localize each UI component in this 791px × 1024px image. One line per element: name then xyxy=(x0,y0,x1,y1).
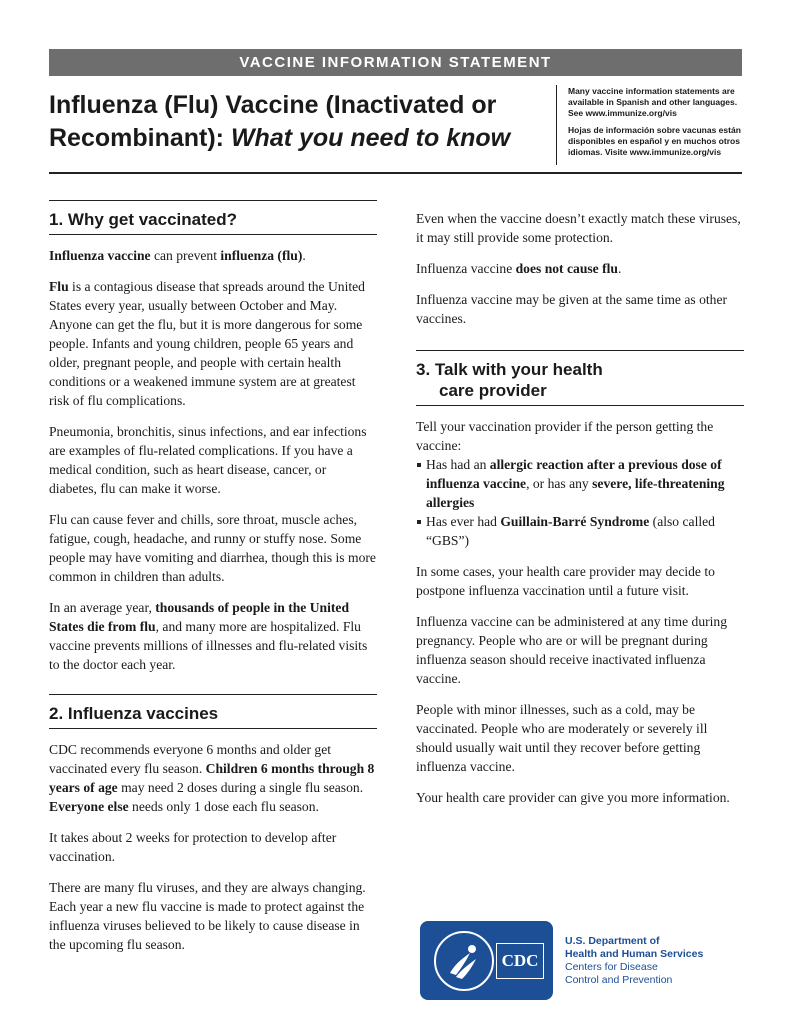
section2-paragraph: Influenza vaccine may be given at the same time as other vaccines. xyxy=(416,292,728,326)
header-divider xyxy=(556,85,557,165)
page-title xyxy=(49,89,549,155)
section2-paragraph: It takes about 2 weeks for protection to develop after vaccination. xyxy=(49,830,337,864)
left-column xyxy=(49,200,377,966)
section3-paragraph: People with minor illnesses, such as a cold, may be vaccinated. People who are moderately or severely ill should usually wait until they recover before getting influenza vaccine. xyxy=(416,702,708,774)
section1-paragraph: Influenza vaccine can prevent influenza (flu). xyxy=(49,248,306,263)
title-line1: Influenza (Flu) Vaccine (Inactivated or xyxy=(49,91,497,119)
section3-bullet-list xyxy=(416,455,744,550)
section1-heading: 1. Why get vaccinated? xyxy=(49,201,377,235)
hhs-seal-icon xyxy=(434,931,494,991)
section3-paragraph: Your health care provider can give you more information. xyxy=(416,790,730,805)
section2-paragraph: CDC recommends everyone 6 months and older get vaccinated every flu season. Children 6 months through 8 years of age may need 2 doses during a single flu season. Everyone else needs only 1 dose each flu season. xyxy=(49,742,375,814)
footer xyxy=(420,921,750,1001)
section3-heading xyxy=(416,351,744,406)
title-subtitle: What you need to know xyxy=(230,124,511,152)
agency-name: U.S. Department of Health and Human Services Centers for Disease Control and Prevention xyxy=(565,935,704,986)
section3-intro: Tell your vaccination provider if the person getting the vaccine: xyxy=(416,419,714,453)
language-note xyxy=(568,86,748,164)
list-item: Has had an allergic reaction after a previous dose of influenza vaccine, or has any severe, life-threatening allergies xyxy=(416,455,744,512)
cdc-logo-icon: CDC xyxy=(496,943,544,979)
section1-paragraph: Flu is a contagious disease that spreads around the United States every year, usually between October and May. Anyone can get the flu, but it is more dangerous for some people. Infants and young children, people 65 years and older, pregnant people, and people with certain health conditions or a weakened immune system are at greatest risk of flu complications. xyxy=(49,279,365,408)
section3-heading-line2: care provider xyxy=(439,381,547,400)
section2-paragraph: There are many flu viruses, and they are always changing. Each year a new flu vaccine is made to protect against the influenza viruses believed to be likely to cause disease in the upcoming flu season. xyxy=(49,880,366,952)
section1-paragraph: In an average year, thousands of people in the United States die from flu, and many more are hospitalized. Flu vaccine prevents millions of illnesses and flu-related visits to the doctor each year. xyxy=(49,600,368,672)
section3-paragraph: In some cases, your health care provider may decide to postpone influenza vaccination until a future visit. xyxy=(416,564,715,598)
hhs-cdc-logo xyxy=(420,921,553,1000)
section3-heading-line1: 3. Talk with your health xyxy=(416,360,603,379)
section1-paragraph: Pneumonia, bronchitis, sinus infections, and ear infections are examples of flu-related complications. If you have a medical condition, such as heart disease, cancer, or diabetes, flu can make it worse. xyxy=(49,424,367,496)
header-rule xyxy=(49,172,742,174)
right-column xyxy=(416,209,744,819)
list-item: Has ever had Guillain-Barré Syndrome (also called “GBS”) xyxy=(416,512,744,550)
language-note-spanish: Hojas de información sobre vacunas están disponibles en español y en muchos otros idiomas. Visite www.immunize.org/vis xyxy=(568,125,741,157)
section3-paragraph: Influenza vaccine can be administered at any time during pregnancy. People who are or will be pregnant during influenza season should receive inactivated influenza vaccine. xyxy=(416,614,728,686)
vis-banner: VACCINE INFORMATION STATEMENT xyxy=(49,49,742,76)
section2-paragraph: Influenza vaccine does not cause flu. xyxy=(416,261,622,276)
section2-heading: 2. Influenza vaccines xyxy=(49,695,377,729)
section1-paragraph: Flu can cause fever and chills, sore throat, muscle aches, fatigue, cough, headache, and runny or stuffy nose. Some people may have vomiting and diarrhea, though this is more common in children than adults. xyxy=(49,512,376,584)
language-note-english: Many vaccine information statements are available in Spanish and other languages. See www.immunize.org/vis xyxy=(568,86,738,118)
section2-paragraph: Even when the vaccine doesn’t exactly match these viruses, it may still provide some protection. xyxy=(416,211,741,245)
title-line2: Recombinant): xyxy=(49,124,231,152)
